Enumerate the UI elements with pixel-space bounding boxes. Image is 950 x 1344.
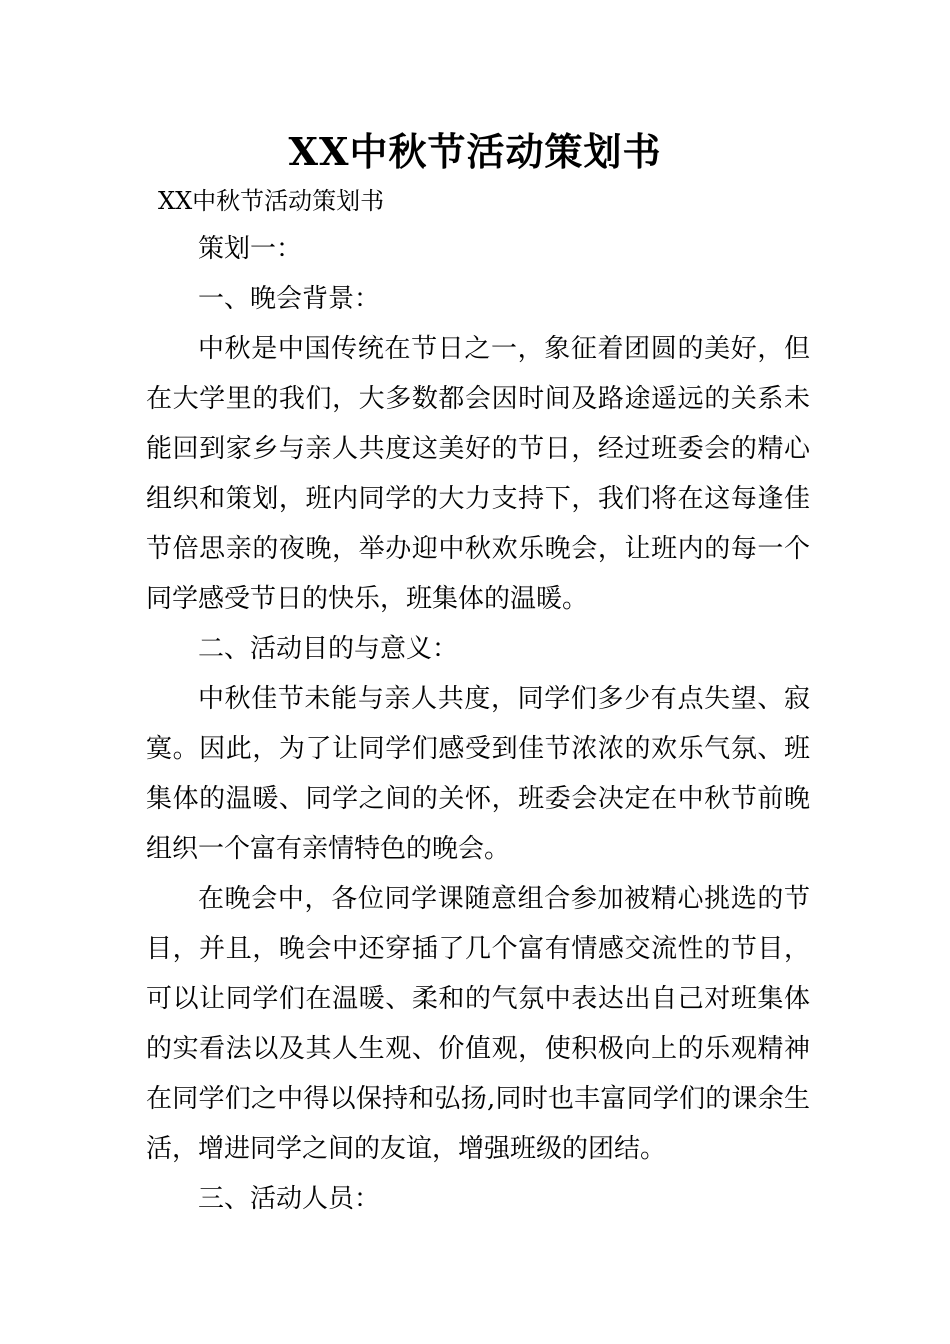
paragraph-purpose: 中秋佳节未能与亲人共度，同学们多少有点失望、寂寞。因此，为了让同学们感受到佳节浓浓的欢乐气氛、班集体的温暖、同学之间的关怀，班委会决定在中秋节前晚组织一个富有亲情特色的晚会。	[146, 684, 810, 864]
paragraph-background: 中秋是中国传统在节日之一，象征着团圆的美好，但在大学里的我们，大多数都会因时间及路途遥远的关系未能回到家乡与亲人共度这美好的节日，经过班委会的精心组织和策划，班内同学的大力支持下，我们将在这每逢佳节倍思亲的夜晚，举办迎中秋欢乐晚会，让班内的每一个同学感受节日的快乐，班集体的温暖。	[146, 334, 810, 614]
document-title: XX中秋节活动策划书	[288, 129, 662, 174]
document-subtitle: XX中秋节活动策划书	[158, 187, 385, 215]
heading-purpose: 二、活动目的与意义：	[198, 634, 459, 664]
paragraph-plan-one: 策划一：	[198, 234, 303, 264]
heading-participants: 三、活动人员：	[198, 1184, 381, 1214]
paragraph-program: 在晚会中，各位同学课随意组合参加被精心挑选的节目，并且，晚会中还穿插了几个富有情感交流性的节目，可以让同学们在温暖、柔和的气氛中表达出自己对班集体的实看法以及其人生观、价值观，使积极向上的乐观精神在同学们之中得以保持和弘扬,同时也丰富同学们的课余生活，增进同学之间的友谊，增强班级的团结。	[146, 884, 810, 1164]
document-body	[146, 224, 810, 1224]
heading-background: 一、晚会背景：	[198, 284, 381, 314]
